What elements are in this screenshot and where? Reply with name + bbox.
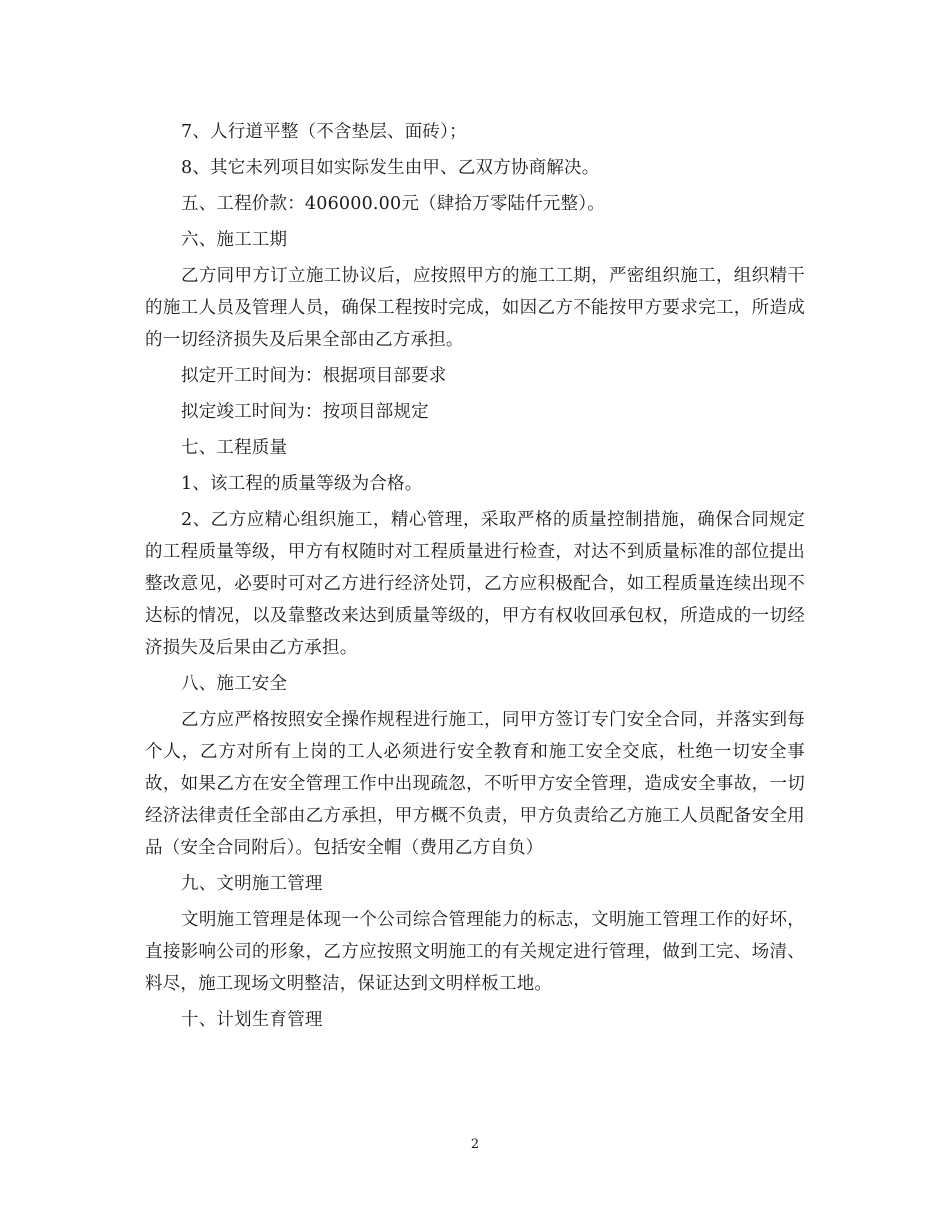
- paragraph-quality-1: 1、该工程的质量等级为合格。: [181, 474, 423, 494]
- paragraph-quality-2: 2、乙方应精心组织施工，精心管理，采取严格的质量控制措施，确保合同规定的工程质量等级，甲方有权随时对工程质量进行检查，对达不到质量标准的部位提出整改意见，必要时可对乙方进行经济处罚，乙方应积极配合，如工程质量连续出现不达标的情况，以及靠整改来达到质量等级的，甲方有权收回承包权，所造成的一切经济损失及后果由乙方承担。: [145, 510, 805, 658]
- paragraph-safety: 乙方应严格按照安全操作规程进行施工，同甲方签订专门安全合同，并落实到每个人，乙方对所有上岗的工人必须进行安全教育和施工安全交底，杜绝一切安全事故，如果乙方在安全管理工作中出现疏忽，不听甲方安全管理，造成安全事故，一切经济法律责任全部由乙方承担，甲方概不负责，甲方负责给乙方施工人员配备安全用品（安全合同附后）。包括安全帽（费用乙方自负）: [145, 710, 805, 858]
- paragraph-item-7: 7、人行道平整（不含垫层、面砖）；: [181, 122, 467, 142]
- paragraph-end-time: 拟定竣工时间为：按项目部规定: [181, 402, 429, 422]
- paragraph-start-time: 拟定开工时间为：根据项目部要求: [181, 366, 447, 386]
- paragraph-schedule: 乙方同甲方订立施工协议后，应按照甲方的施工工期，严密组织施工，组织精干的施工人员及管理人员，确保工程按时完成，如因乙方不能按甲方要求完工，所造成的一切经济损失及后果全部由乙方承担。: [145, 266, 805, 350]
- paragraph-item-8: 8、其它未列项目如实际发生由甲、乙双方协商解决。: [181, 158, 600, 178]
- page-number: 2: [470, 1137, 480, 1152]
- section-price: 五、工程价款：406000.00元（肆拾万零陆仟元整）。: [181, 194, 605, 214]
- section-heading-safety: 八、施工安全: [181, 674, 288, 694]
- document-body: [145, 116, 805, 1040]
- section-heading-family-planning: 十、计划生育管理: [181, 1010, 323, 1030]
- paragraph-civilized: 文明施工管理是体现一个公司综合管理能力的标志，文明施工管理工作的好坏，直接影响公司的形象，乙方应按照文明施工的有关规定进行管理，做到工完、场清、料尽，施工现场文明整洁，保证达到文明样板工地。: [145, 910, 805, 994]
- section-heading-schedule: 六、施工工期: [181, 230, 288, 250]
- section-heading-civilized: 九、文明施工管理: [181, 874, 323, 894]
- section-heading-quality: 七、工程质量: [181, 438, 288, 458]
